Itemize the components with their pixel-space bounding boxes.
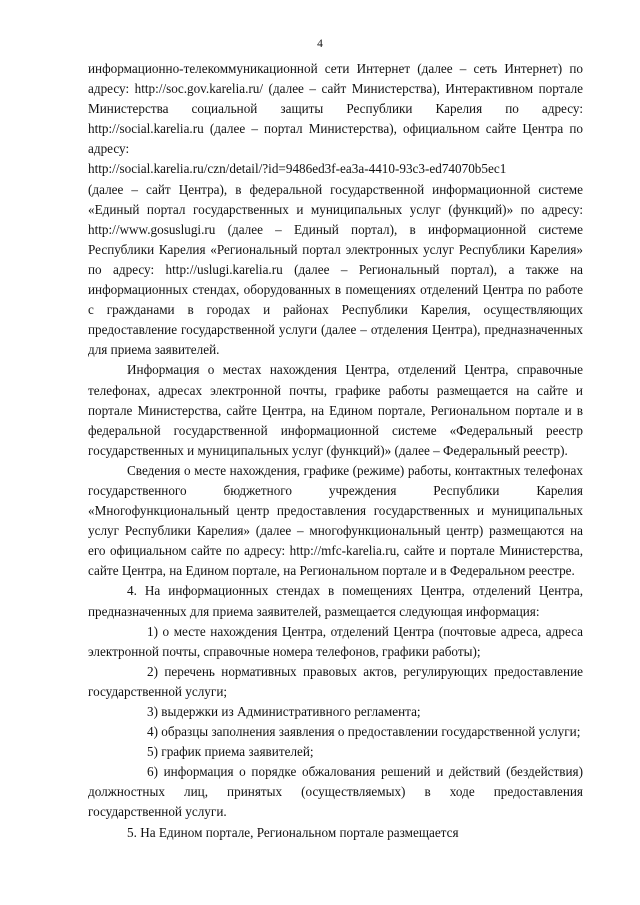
paragraph-locations-info: Информация о местах нахождения Центра, отделений Центра, справочные телефонах, адресах электронной почты, графике работы размещается на сайте и портале Министерства, сайте Центра, на Едином портале, Региональном портале и в федеральной государственной информационной системе «Федеральный реестр государственных и муниципальных услуг (функций)» (далее – Федеральный реестр).: [88, 362, 583, 458]
list-item: 1) о месте нахождения Центра, отделений Центра (почтовые адреса, адреса электронной почты, справочные номера телефонов, графики работы);: [88, 623, 583, 659]
paragraph-portals: (далее – сайт Центра), в федеральной государственной информационной системе «Единый портал государственных и муниципальных услуг (функций)» по адресу: http://www.gosuslugi.ru (далее – Единый портал), в информационной системе Республики Карелия «Региональный портал электронных услуг Республики Карелия» по адресу: http://uslugi.karelia.ru (далее – Региональный портал), а также на информационных стендах, оборудованных в помещениях отделений Центра по работе с гражданами в городах и районах Республики Карелия, осуществляющих предоставление государственной услуги (далее – отделения Центра), предназначенных для приема заявителей.: [88, 181, 583, 358]
list-item: 5) график приема заявителей;: [147, 744, 314, 760]
paragraph-item-4: 4. На информационных стендах в помещениях Центра, отделений Центра, предназначенных для приема заявителей, размещается следующая информация:: [88, 583, 583, 619]
list-item: 4) образцы заполнения заявления о предоставлении государственной услуги;: [147, 724, 581, 740]
paragraph-item-5: 5. На Едином портале, Региональном портале размещается: [127, 824, 459, 840]
page-number: 4: [317, 38, 323, 50]
list-item: 6) информация о порядке обжалования решений и действий (бездействия) должностных лиц, принятых (осуществляемых) в ходе предоставления государственной услуги.: [88, 764, 583, 820]
document-body: [88, 59, 583, 843]
paragraph-mfc-info: Сведения о месте нахождения, графике (режиме) работы, контактных телефонах государственного бюджетного учреждения Республики Карелия «Многофункциональный центр предоставления государственных и муниципальных услуг Республики Карелия» (далее – многофункциональный центр) размещаются на его официальном сайте по адресу: http://mfc-karelia.ru, сайте и портале Министерства, сайте Центра, на Едином портале, на Региональном портале и в Федеральном реестре.: [88, 462, 583, 579]
list-item: 2) перечень нормативных правовых актов, регулирующих предоставление государственной услуги;: [88, 663, 583, 699]
paragraph-sources: информационно-телекоммуникационной сети Интернет (далее – сеть Интернет) по адресу: http://soc.gov.karelia.ru/ (далее – сайт Министерства), Интерактивном портале Министерства социальной защиты Республики Карелия по адресу: http://social.karelia.ru (далее – портал Министерства), официальном сайте Центра по адресу:: [88, 61, 583, 157]
paragraph-center-url: http://social.karelia.ru/czn/detail/?id=9486ed3f-ea3a-4410-93c3-ed74070b5ec1: [88, 161, 507, 177]
list-item: 3) выдержки из Административного регламента;: [147, 704, 421, 719]
